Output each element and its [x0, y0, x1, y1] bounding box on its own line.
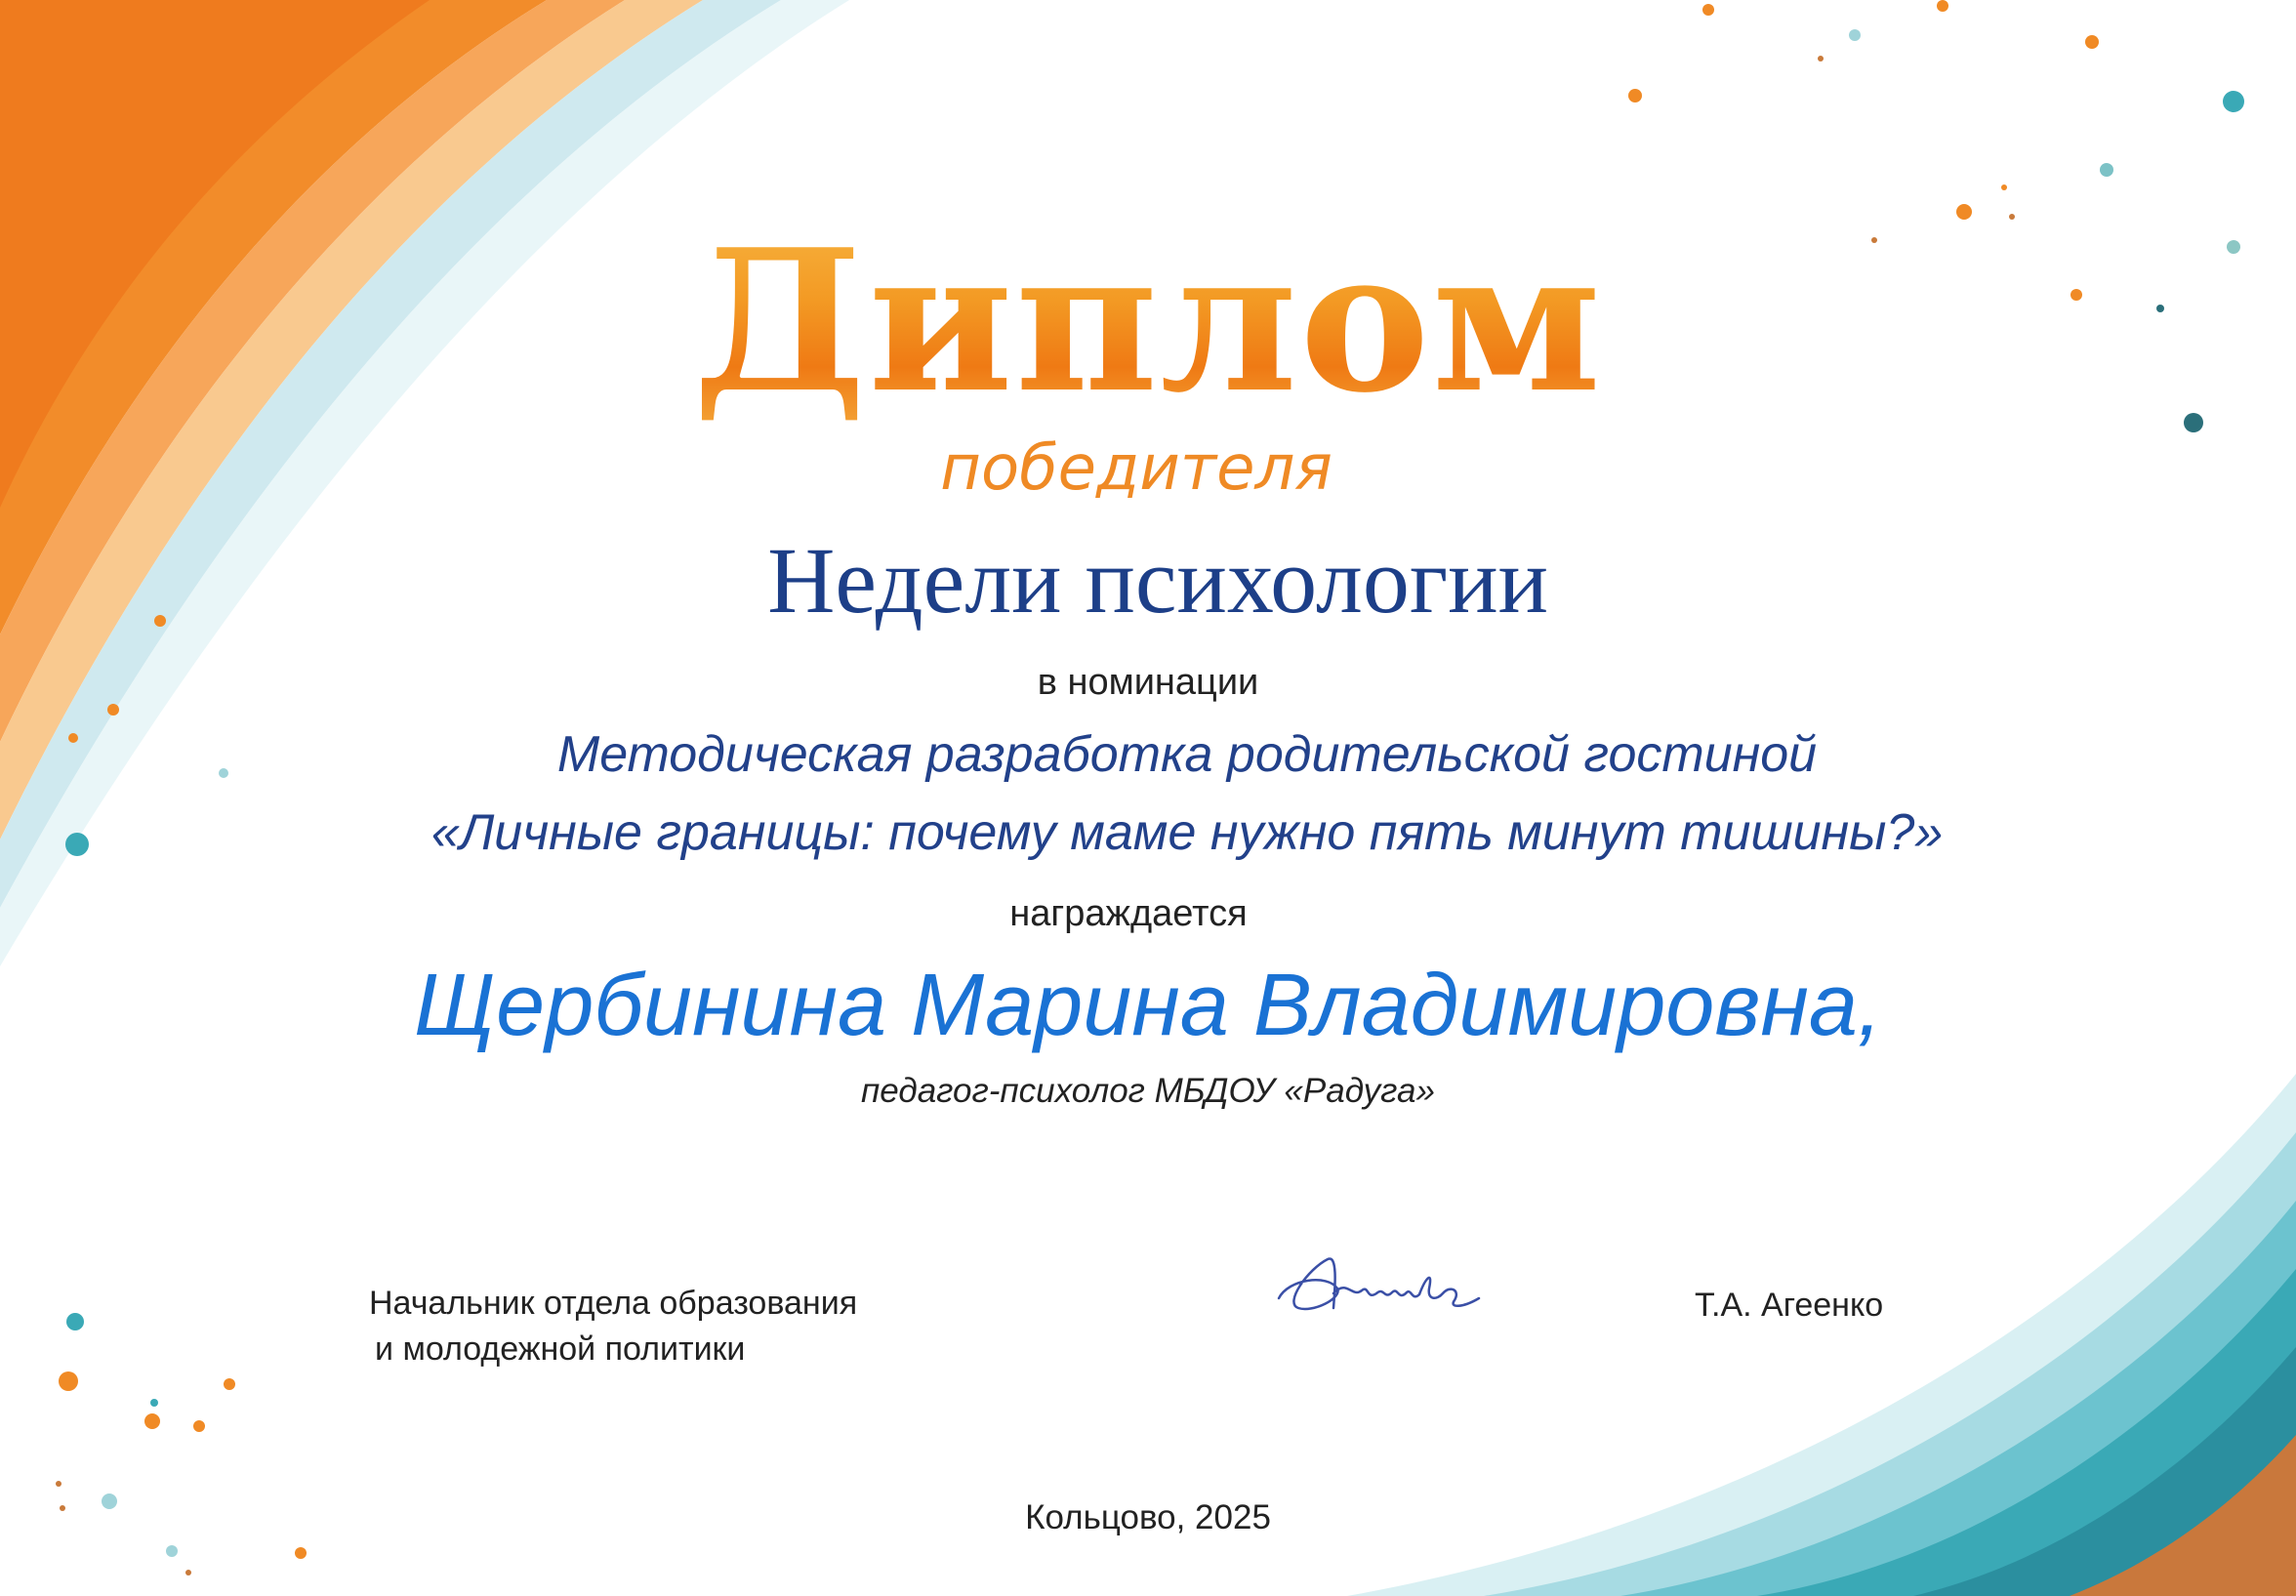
nomination-title-line-2: «Личные границы: почему маме нужно пять минут тишины?» — [430, 804, 1944, 861]
signatory-title-line-1: Начальник отдела образования — [369, 1285, 858, 1322]
awarded-label: награждается — [1009, 893, 1248, 934]
nomination-title-line-1: Методическая разработка родительской гостиной — [556, 726, 1818, 783]
signatory-title-line-2: и молодежной политики — [375, 1330, 746, 1368]
nomination-label: в номинации — [1037, 662, 1259, 703]
place-and-date: Кольцово, 2025 — [1025, 1498, 1271, 1536]
diploma-title: Диплом — [0, 210, 2296, 434]
signatory-name: Т.А. Агеенко — [1695, 1287, 1884, 1324]
diploma-subtitle: победителя — [940, 432, 1332, 505]
event-name: Недели психологии — [767, 528, 1548, 633]
awardee-name: Щербинина Марина Владимировна, — [414, 957, 1882, 1054]
handwritten-signature — [1269, 1240, 1494, 1328]
awardee-position: педагог-психолог МБДОУ «Радуга» — [861, 1072, 1435, 1110]
